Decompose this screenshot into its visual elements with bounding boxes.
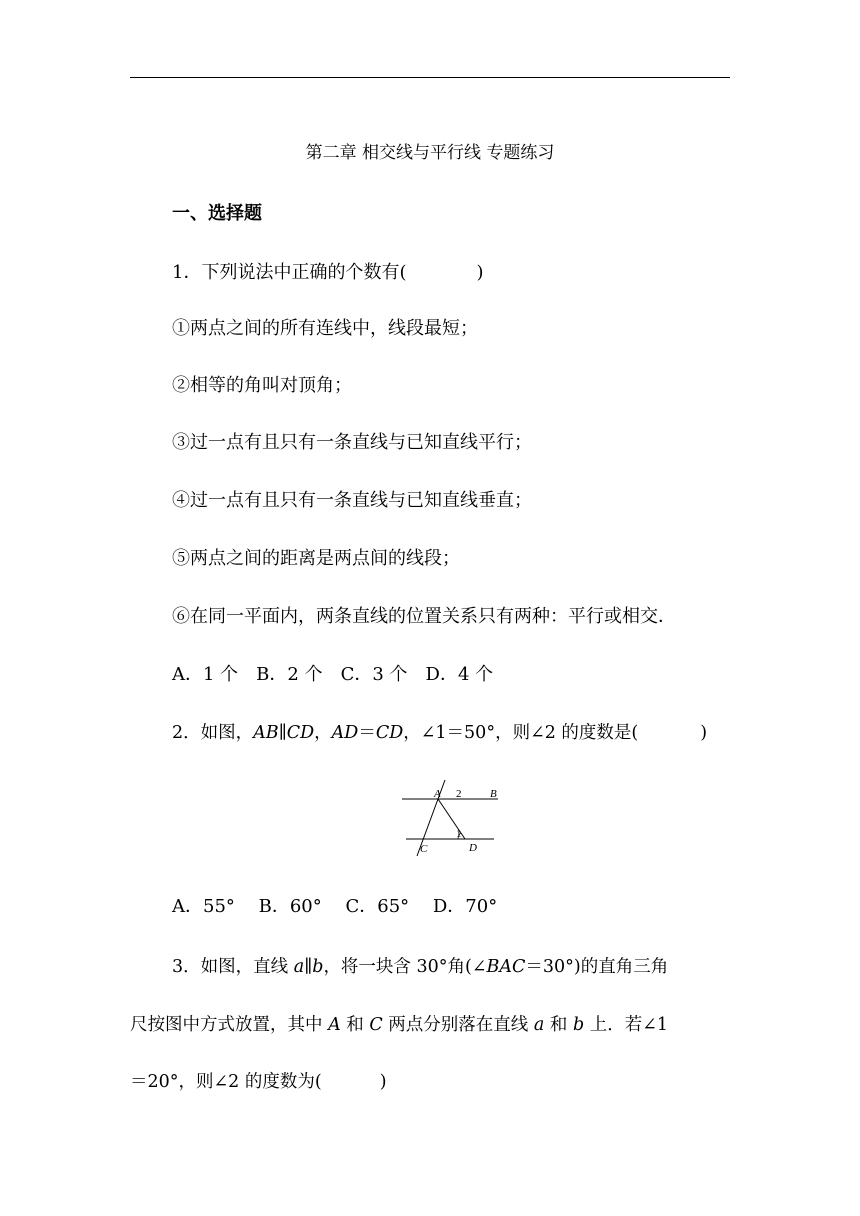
label-1: 1 <box>456 828 462 840</box>
q3-l2-b: 和 <box>340 1015 370 1035</box>
question-1-item-3: ③过一点有且只有一条直线与已知直线平行； <box>172 432 532 453</box>
q3-parallel: ∥ <box>304 957 313 977</box>
q3-l3: ＝20°，则∠2 的度数为( <box>130 1072 322 1092</box>
question-1-item-2: ②相等的角叫对顶角； <box>172 375 352 396</box>
q3-l1-a: 3．如图，直线 <box>172 957 294 977</box>
q3-l1-b: ，将一块含 30°角(∠ <box>323 957 487 977</box>
q2-prefix: 2．如图， <box>172 723 254 743</box>
question-1-item-6: ⑥在同一平面内，两条直线的位置关系只有两种：平行或相交． <box>172 606 676 627</box>
q2-close: ) <box>700 723 708 743</box>
q3-a2: a <box>533 1015 545 1035</box>
q3-point-c: C <box>369 1015 383 1035</box>
question-1-options: A．1 个 B．2 个 C．3 个 D．4 个 <box>172 664 494 685</box>
label-a: A <box>434 788 441 800</box>
question-2-figure <box>398 776 498 860</box>
question-1-text: 1．下列说法中正确的个数有( <box>172 262 407 283</box>
q3-b: b <box>312 957 324 977</box>
section-heading: 一、选择题 <box>172 203 262 224</box>
q3-l1-c: ＝30°)的直角三角 <box>525 957 669 977</box>
q3-bac: BAC <box>486 957 526 977</box>
q3-l2-e: 上．若∠1 <box>584 1015 669 1035</box>
label-2: 2 <box>456 788 462 800</box>
q2-tail: ，∠1＝50°，则∠2 的度数是( <box>403 723 639 743</box>
q3-point-a: A <box>328 1015 341 1035</box>
q2-sep: ， <box>314 723 332 743</box>
q3-a: a <box>293 957 305 977</box>
q3-b2: b <box>572 1015 585 1035</box>
q3-l2-c: 两点分别落在直线 <box>382 1015 534 1035</box>
q2-parallel: ∥ <box>278 723 287 743</box>
question-1-item-4: ④过一点有且只有一条直线与已知直线垂直； <box>172 490 532 511</box>
q2-ab: AB <box>253 723 279 743</box>
question-1-item-1: ①两点之间的所有连线中，线段最短； <box>172 318 478 339</box>
question-2-options: A．55° B．60° C．65° D．70° <box>172 896 498 917</box>
q2-ad: AD <box>331 723 359 743</box>
label-b: B <box>490 788 497 800</box>
q3-l2-d: 和 <box>544 1015 573 1035</box>
question-1-item-5: ⑤两点之间的距离是两点间的线段； <box>172 548 460 569</box>
question-1-close: ) <box>476 262 484 283</box>
q3-close: ) <box>379 1072 387 1092</box>
page-title: 第二章 相交线与平行线 专题练习 <box>305 143 555 163</box>
q2-eq: ＝ <box>358 723 376 743</box>
question-3-line-1 <box>172 956 668 978</box>
question-2-stem <box>172 722 707 744</box>
question-1-stem <box>172 262 484 284</box>
question-3-line-3 <box>130 1071 387 1093</box>
q3-l2-a: 尺按图中方式放置，其中 <box>130 1015 329 1035</box>
q2-cd2: CD <box>375 723 404 743</box>
label-c: C <box>420 843 428 855</box>
header-rule <box>130 77 730 78</box>
label-d: D <box>469 842 477 854</box>
q2-cd: CD <box>286 723 315 743</box>
question-3-line-2 <box>130 1014 668 1036</box>
